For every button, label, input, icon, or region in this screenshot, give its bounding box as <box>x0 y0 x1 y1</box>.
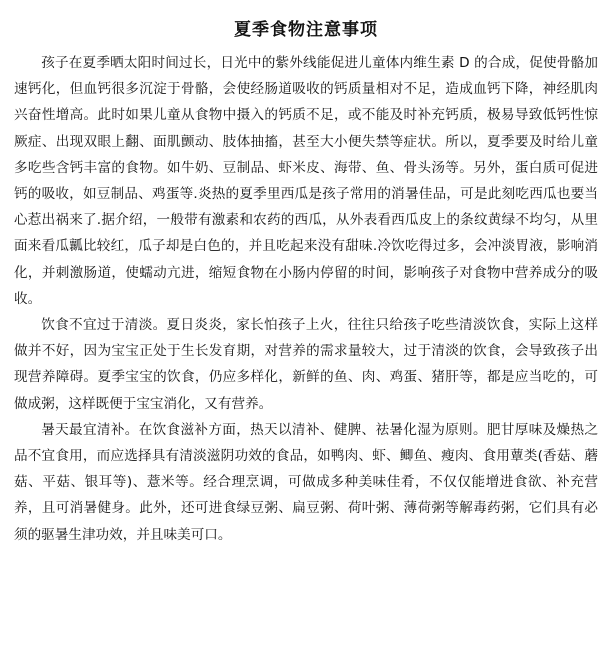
paragraph-calcium: 孩子在夏季晒太阳时间过长，日光中的紫外线能促进儿童体内维生素 D 的合成，促使骨骼加速钙化，但血钙很多沉淀于骨骼，会使经肠道吸收的钙质量相对不足，造成血钙下降，神经肌肉兴奋性增高。此时如果儿童从食物中摄入的钙质不足，或不能及时补充钙质，极易导致低钙性惊厥症、出现双眼上翻、面肌颤动、肢体抽搐，甚至大小便失禁等症状。所以，夏季要及时给儿童多吃些含钙丰富的食物。如牛奶、豆制品、虾米皮、海带、鱼、骨头汤等。另外，蛋白质可促进钙的吸收，如豆制品、鸡蛋等.炎热的夏季里西瓜是孩子常用的消暑佳品，可是此刻吃西瓜也要当心惹出祸来了.据介绍，一般带有激素和农药的西瓜，从外表看西瓜皮上的条纹黄绿不均匀，从里面来看瓜瓤比较红，瓜子却是白色的，并且吃起来没有甜味.冷饮吃得过多，会冲淡胃液，影响消化，并刺激肠道，使蠕动亢进，缩短食物在小肠内停留的时间，影响孩子对食物中营养成分的吸收。 <box>14 55 598 307</box>
page-title: 夏季食物注意事项 <box>234 20 378 40</box>
paragraph-not-too-bland: 饮食不宜过于清淡。夏日炎炎，家长怕孩子上火，往往只给孩子吃些清淡饮食，实际上这样做并不好，因为宝宝正处于生长发育期，对营养的需求量较大，过于清淡的饮食，会导致孩子出现营养障碍。夏季宝宝的饮食，仍应多样化，新鲜的鱼、肉、鸡蛋、猪肝等，都是应当吃的，可做成粥，这样既便于宝宝消化，又有营养。 <box>14 317 598 412</box>
document <box>14 18 598 548</box>
paragraph-summer-tonic: 暑天最宜清补。在饮食滋补方面，热天以清补、健脾、祛暑化湿为原则。肥甘厚味及燥热之品不宜食用，而应选择具有清淡滋阴功效的食品，如鸭肉、虾、鲫鱼、瘦肉、食用蕈类(香菇、蘑菇、平菇、银耳等)、薏米等。经合理烹调，可做成多种美味佳肴，不仅仅能增进食欲、补充营养，且可消暑健身。此外，还可进食绿豆粥、扁豆粥、荷叶粥、薄荷粥等解毒药粥，它们具有必须的驱暑生津功效，并且味美可口。 <box>14 421 598 543</box>
